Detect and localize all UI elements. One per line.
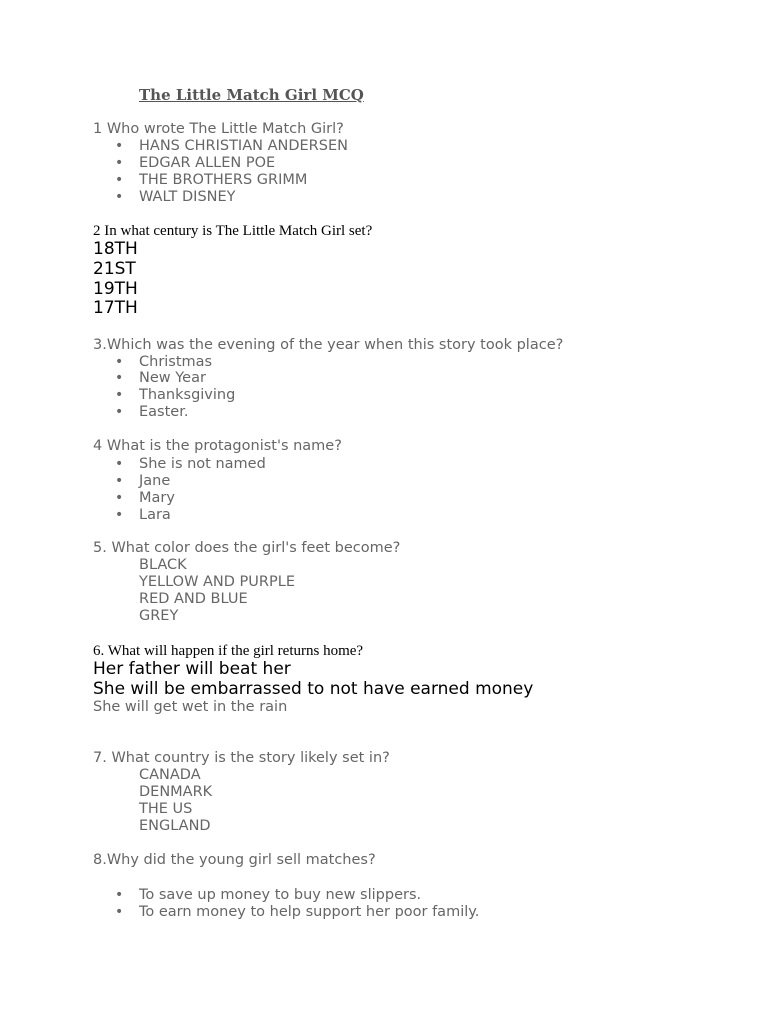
- q3-option-3: Thanksgiving: [139, 387, 236, 403]
- q7-option-3: THE US: [139, 801, 193, 817]
- bullet-icon: •: [115, 404, 124, 420]
- bullet-icon: •: [115, 189, 124, 205]
- q1-option-4: WALT DISNEY: [139, 189, 236, 205]
- bullet-icon: •: [115, 507, 124, 523]
- bullet-icon: •: [115, 490, 124, 506]
- q2-option-4: 17TH: [93, 298, 138, 318]
- bullet-icon: •: [115, 155, 124, 171]
- question-6: 6. What will happen if the girl returns home?: [93, 643, 364, 659]
- q4-option-3: Mary: [139, 490, 175, 506]
- bullet-icon: •: [115, 887, 124, 903]
- q5-option-3: RED AND BLUE: [139, 591, 248, 607]
- q2-option-2: 21ST: [93, 259, 136, 279]
- q2-option-1: 18TH: [93, 239, 138, 259]
- question-5: 5. What color does the girl's feet become?: [93, 540, 401, 556]
- question-3: 3.Which was the evening of the year when this story took place?: [93, 337, 564, 353]
- q1-option-2: EDGAR ALLEN POE: [139, 155, 276, 171]
- q6-option-1: Her father will beat her: [93, 659, 291, 679]
- q3-option-4: Easter.: [139, 404, 189, 420]
- bullet-icon: •: [115, 904, 124, 920]
- q7-option-1: CANADA: [139, 767, 201, 783]
- q7-option-2: DENMARK: [139, 784, 213, 800]
- bullet-icon: •: [115, 138, 124, 154]
- page-title: The Little Match Girl MCQ: [139, 86, 364, 104]
- q5-option-1: BLACK: [139, 557, 187, 573]
- q5-option-2: YELLOW AND PURPLE: [139, 574, 295, 590]
- q7-option-4: ENGLAND: [139, 818, 211, 834]
- bullet-icon: •: [115, 354, 124, 370]
- q6-option-3: She will get wet in the rain: [93, 699, 288, 715]
- q8-option-2: To earn money to help support her poor family.: [139, 904, 480, 920]
- question-7: 7. What country is the story likely set in?: [93, 750, 390, 766]
- question-1: 1 Who wrote The Little Match Girl?: [93, 121, 344, 137]
- q4-option-4: Lara: [139, 507, 171, 523]
- q8-option-1: To save up money to buy new slippers.: [139, 887, 422, 903]
- question-2: 2 In what century is The Little Match Girl set?: [93, 223, 373, 239]
- q3-option-2: New Year: [139, 370, 206, 386]
- q3-option-1: Christmas: [139, 354, 213, 370]
- q1-option-3: THE BROTHERS GRIMM: [139, 172, 308, 188]
- q4-option-1: She is not named: [139, 456, 266, 472]
- bullet-icon: •: [115, 387, 124, 403]
- q1-option-1: HANS CHRISTIAN ANDERSEN: [139, 138, 348, 154]
- bullet-icon: •: [115, 370, 124, 386]
- bullet-icon: •: [115, 456, 124, 472]
- question-4: 4 What is the protagonist's name?: [93, 438, 342, 454]
- q2-option-3: 19TH: [93, 279, 138, 299]
- bullet-icon: •: [115, 172, 124, 188]
- bullet-icon: •: [115, 473, 124, 489]
- q4-option-2: Jane: [139, 473, 171, 489]
- q5-option-4: GREY: [139, 608, 179, 624]
- question-8: 8.Why did the young girl sell matches?: [93, 852, 376, 868]
- q6-option-2: She will be embarrassed to not have earned money: [93, 679, 534, 699]
